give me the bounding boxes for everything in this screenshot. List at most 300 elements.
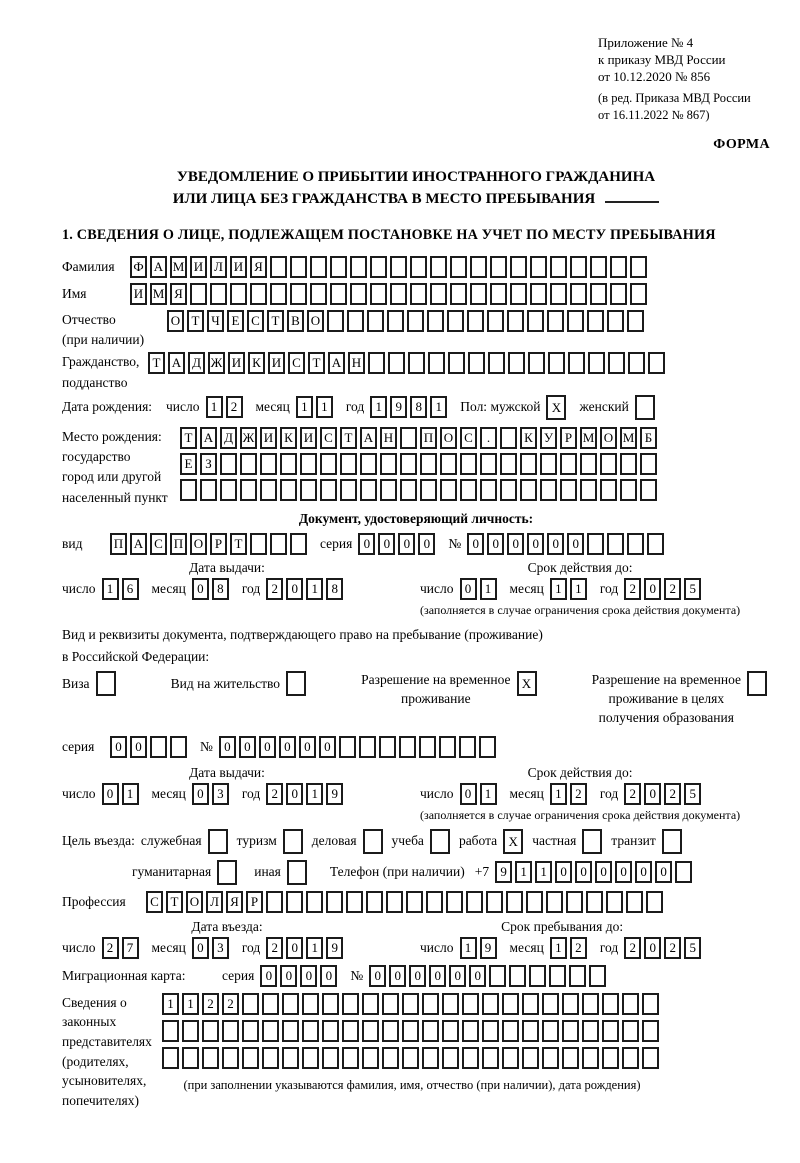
char-box [390, 256, 407, 278]
sex-label-text: Пол: [460, 399, 488, 415]
char-box: А [130, 533, 147, 555]
char-box [450, 283, 467, 305]
char-box [642, 993, 659, 1015]
char-box [482, 1047, 499, 1069]
temp-residence-education-label [592, 671, 741, 728]
char-box: 0 [319, 736, 336, 758]
entry-date-group [62, 937, 392, 959]
char-box: 0 [286, 578, 303, 600]
purpose-tourism-option [237, 829, 306, 854]
char-box: О [167, 310, 184, 332]
profession-row [62, 891, 770, 913]
char-box [527, 310, 544, 332]
char-box [446, 891, 463, 913]
char-box [170, 736, 187, 758]
char-box [220, 479, 237, 501]
char-box [466, 891, 483, 913]
residence-permit-label: Вид на жительство [170, 675, 280, 691]
char-box [280, 453, 297, 475]
doc-issue-month-boxes [192, 578, 232, 600]
char-box: . [480, 427, 497, 449]
char-box [302, 1047, 319, 1069]
purpose-private-label: частная [532, 833, 577, 849]
char-box [502, 993, 519, 1015]
char-box [542, 1047, 559, 1069]
char-box [422, 1047, 439, 1069]
char-box [520, 479, 537, 501]
char-box: Н [348, 352, 365, 374]
char-box [230, 283, 247, 305]
char-box [290, 256, 307, 278]
char-box: 0 [286, 937, 303, 959]
char-box [467, 310, 484, 332]
char-box: 0 [369, 965, 386, 987]
char-box [675, 861, 692, 883]
char-box [426, 891, 443, 913]
annotation-line-3: от 10.12.2020 № 856 [598, 69, 711, 85]
doc-issue-date-heading: Дата выдачи: [189, 559, 265, 575]
char-box: 2 [222, 993, 239, 1015]
char-box [470, 256, 487, 278]
char-box [460, 453, 477, 475]
entry-year-boxes [266, 937, 346, 959]
char-box: 0 [460, 578, 477, 600]
permit-valid-until-heading: Срок действия до: [527, 764, 633, 780]
char-box: Я [226, 891, 243, 913]
sex-female-label: женский [579, 399, 629, 415]
char-box [220, 453, 237, 475]
char-box [310, 283, 327, 305]
purpose-other-checkbox [287, 860, 310, 885]
char-box: 5 [684, 937, 701, 959]
char-box: О [600, 427, 617, 449]
char-box: С [247, 310, 264, 332]
char-box: 8 [410, 396, 427, 418]
char-box [459, 736, 476, 758]
birthplace-block [62, 427, 770, 508]
char-box [422, 993, 439, 1015]
char-box [569, 965, 586, 987]
char-box [342, 1047, 359, 1069]
representatives-label-line3: представителях [62, 1033, 152, 1049]
temp-residence-education-line2: проживание в целях [608, 691, 725, 707]
char-box [280, 479, 297, 501]
purpose-other-option [254, 860, 310, 885]
char-box: О [190, 533, 207, 555]
doc-issue-year-boxes [266, 578, 346, 600]
temp-residence-checkbox [517, 671, 540, 696]
char-box: 1 [306, 937, 323, 959]
purpose-work-option [459, 829, 526, 854]
temp-residence-education-line3: получения образования [598, 709, 734, 725]
char-box [500, 453, 517, 475]
char-box [262, 1047, 279, 1069]
char-box: 1 [316, 396, 333, 418]
char-box [548, 352, 565, 374]
citizenship-label-line1: Гражданство, [62, 354, 140, 370]
char-box [362, 1020, 379, 1042]
citizenship-label-line2: подданство [62, 374, 128, 390]
form-title-line-2-text: ИЛИ ЛИЦА БЕЗ ГРАЖДАНСТВА В МЕСТО ПРЕБЫВАНИЯ [172, 191, 596, 208]
char-box [662, 829, 682, 854]
char-box: 0 [239, 736, 256, 758]
char-box: 0 [429, 965, 446, 987]
char-box [646, 891, 663, 913]
char-box: 0 [219, 736, 236, 758]
char-box [363, 829, 383, 854]
char-box: 9 [390, 396, 407, 418]
purpose-private-checkbox [582, 829, 605, 854]
char-box: С [146, 891, 163, 913]
char-box: С [150, 533, 167, 555]
patronymic-row [62, 310, 770, 351]
char-box: 2 [624, 937, 641, 959]
char-box: И [190, 256, 207, 278]
char-box [350, 256, 367, 278]
char-box [487, 310, 504, 332]
char-box [330, 256, 347, 278]
char-box [507, 310, 524, 332]
char-box [270, 283, 287, 305]
char-box [509, 965, 526, 987]
char-box [607, 533, 624, 555]
doc-issue-date-group [62, 578, 392, 600]
doc-valid-until-col [420, 560, 740, 618]
char-box [388, 352, 405, 374]
migration-series-label: серия [222, 967, 255, 983]
purpose-humanitarian-option [132, 860, 240, 885]
char-box [510, 256, 527, 278]
char-box [430, 829, 450, 854]
char-box [747, 671, 767, 696]
char-box: 0 [555, 861, 572, 883]
char-box: 1 [306, 578, 323, 600]
char-box [180, 479, 197, 501]
year-label: год [241, 785, 261, 801]
char-box [486, 891, 503, 913]
char-box: И [300, 427, 317, 449]
purpose-study-option [392, 829, 453, 854]
representatives-label-line5: усыновителях, [62, 1073, 147, 1089]
year-label: год [345, 399, 365, 415]
char-box [506, 891, 523, 913]
char-box [300, 479, 317, 501]
char-box [448, 352, 465, 374]
permit-valid-note: (заполняется в случае ограничения срока действия документа) [420, 807, 741, 822]
char-box [530, 256, 547, 278]
char-box [470, 283, 487, 305]
migration-number-boxes [369, 965, 609, 987]
char-box [547, 310, 564, 332]
char-box: И [130, 283, 147, 305]
char-box: М [620, 427, 637, 449]
char-box [320, 479, 337, 501]
char-box [287, 860, 307, 885]
char-box: А [360, 427, 377, 449]
doc-issue-date-col [62, 560, 392, 600]
purpose-transit-checkbox [662, 829, 685, 854]
char-box: X [503, 829, 523, 854]
char-box: П [420, 427, 437, 449]
char-box: Ж [208, 352, 225, 374]
purpose-transit-label: транзит [611, 833, 656, 849]
char-box: 1 [122, 783, 139, 805]
char-box [408, 352, 425, 374]
char-box [260, 453, 277, 475]
char-box: 7 [122, 937, 139, 959]
char-box: 0 [507, 533, 524, 555]
temp-residence-label [361, 671, 510, 709]
char-box: 0 [320, 965, 337, 987]
char-box: 0 [635, 861, 652, 883]
month-label: месяц [509, 939, 544, 955]
identity-doc-heading: Документ, удостоверяющий личность: [298, 510, 534, 526]
migration-card-label: Миграционная карта: [62, 967, 186, 983]
char-box [482, 1020, 499, 1042]
char-box: 0 [644, 578, 661, 600]
char-box [522, 993, 539, 1015]
entry-purpose-row2 [132, 860, 770, 885]
char-box: Д [220, 427, 237, 449]
char-box [508, 352, 525, 374]
residence-permit-option [171, 671, 309, 696]
birth-day-boxes [206, 396, 246, 418]
visa-checkbox [96, 671, 119, 696]
char-box [622, 1047, 639, 1069]
purpose-humanitarian-label: гуманитарная [132, 864, 212, 880]
day-label: число [420, 939, 454, 955]
permit-series-label: серия [62, 738, 95, 754]
char-box [570, 283, 587, 305]
char-box: А [150, 256, 167, 278]
char-box: 1 [570, 578, 587, 600]
birthplace-row1-boxes [180, 427, 660, 449]
char-box [342, 993, 359, 1015]
char-box [366, 891, 383, 913]
char-box [428, 352, 445, 374]
char-box [330, 283, 347, 305]
doc-valid-until-group [420, 578, 740, 600]
char-box [162, 1020, 179, 1042]
entry-purpose-label: Цель въезда: [62, 833, 135, 849]
char-box: Я [170, 283, 187, 305]
char-box: 1 [535, 861, 552, 883]
char-box: Н [380, 427, 397, 449]
char-box [442, 993, 459, 1015]
char-box: Е [227, 310, 244, 332]
residence-doc-text [62, 624, 770, 667]
char-box: 9 [326, 783, 343, 805]
char-box: 0 [378, 533, 395, 555]
char-box [362, 993, 379, 1015]
profession-boxes [146, 891, 666, 913]
char-box [162, 1047, 179, 1069]
permit-issue-date-col [62, 765, 392, 805]
annotation-revision-note [598, 90, 770, 123]
char-box: 0 [460, 783, 477, 805]
char-box: О [186, 891, 203, 913]
doc-valid-month-boxes [550, 578, 590, 600]
doc-number-boxes [467, 533, 667, 555]
char-box: 0 [260, 965, 277, 987]
char-box [540, 479, 557, 501]
doc-series-label: серия [320, 535, 353, 551]
char-box [346, 891, 363, 913]
month-label: месяц [151, 580, 186, 596]
permit-series-number-row [62, 736, 770, 758]
representatives-note: (при заполнении указываются фамилия, имя, отчество (при наличии), дата рождения) [183, 1077, 641, 1092]
purpose-business-option [312, 829, 386, 854]
char-box: 0 [418, 533, 435, 555]
char-box [262, 993, 279, 1015]
char-box: 0 [575, 861, 592, 883]
char-box [500, 479, 517, 501]
char-box: X [546, 395, 566, 420]
char-box [628, 352, 645, 374]
char-box [580, 453, 597, 475]
char-box [359, 736, 376, 758]
citizenship-label [62, 352, 148, 393]
char-box [620, 453, 637, 475]
char-box: 1 [550, 578, 567, 600]
char-box: 0 [467, 533, 484, 555]
char-box: 1 [306, 783, 323, 805]
firstname-row [62, 283, 770, 305]
char-box [640, 453, 657, 475]
char-box [490, 256, 507, 278]
phone-prefix: +7 [474, 864, 490, 880]
representatives-label-line2: законных [62, 1014, 117, 1030]
purpose-official-checkbox [208, 829, 231, 854]
char-box [620, 479, 637, 501]
char-box: М [150, 283, 167, 305]
char-box [420, 479, 437, 501]
char-box [360, 479, 377, 501]
char-box [406, 891, 423, 913]
char-box: Т [340, 427, 357, 449]
char-box: 9 [495, 861, 512, 883]
char-box [322, 1047, 339, 1069]
char-box [347, 310, 364, 332]
doc-series-boxes [358, 533, 438, 555]
char-box [480, 479, 497, 501]
char-box: 0 [644, 937, 661, 959]
birthplace-label-line2: государство [62, 449, 131, 465]
day-label: число [62, 939, 96, 955]
char-box [540, 453, 557, 475]
char-box: 2 [664, 578, 681, 600]
char-box: Р [210, 533, 227, 555]
char-box [270, 533, 287, 555]
section1-heading: 1. СВЕДЕНИЯ О ЛИЦЕ, ПОДЛЕЖАЩЕМ ПОСТАНОВКЕ НА УЧЕТ ПО МЕСТУ ПРЕБЫВАНИЯ [62, 226, 716, 243]
annotation-note-line-2: от 16.11.2022 № 867) [598, 107, 710, 122]
char-box [339, 736, 356, 758]
char-box [400, 427, 417, 449]
temp-residence-label-line1: Разрешение на временное [361, 672, 511, 688]
char-box: 0 [389, 965, 406, 987]
temp-residence-education-checkbox [747, 671, 770, 696]
birth-month-boxes [296, 396, 336, 418]
representatives-row1-boxes [162, 993, 662, 1015]
migration-number-sign: № [350, 967, 364, 983]
char-box: 2 [664, 937, 681, 959]
char-box [502, 1047, 519, 1069]
char-box [567, 310, 584, 332]
char-box [480, 453, 497, 475]
char-box [482, 993, 499, 1015]
char-box [500, 427, 517, 449]
purpose-official-option [141, 829, 231, 854]
char-box: 0 [615, 861, 632, 883]
birthplace-label [62, 427, 180, 508]
char-box [340, 453, 357, 475]
char-box [283, 829, 303, 854]
char-box: 0 [299, 736, 316, 758]
char-box: Р [560, 427, 577, 449]
char-box: 0 [192, 578, 209, 600]
char-box [182, 1020, 199, 1042]
phone-boxes [495, 861, 695, 883]
char-box [362, 1047, 379, 1069]
doc-kind-label: вид [62, 535, 83, 551]
char-box [442, 1020, 459, 1042]
citizenship-boxes [148, 352, 668, 374]
day-label: число [420, 580, 454, 596]
temp-residence-option [361, 671, 539, 709]
char-box: 0 [300, 965, 317, 987]
residence-doc-options-row [62, 671, 770, 728]
char-box: 1 [460, 937, 477, 959]
char-box [600, 453, 617, 475]
char-box [202, 1020, 219, 1042]
representatives-label [62, 993, 162, 1110]
char-box [626, 891, 643, 913]
char-box: 2 [226, 396, 243, 418]
year-label: год [599, 580, 619, 596]
char-box [242, 1047, 259, 1069]
char-box [582, 829, 602, 854]
char-box [550, 283, 567, 305]
char-box [390, 283, 407, 305]
char-box [96, 671, 116, 696]
char-box: 1 [370, 396, 387, 418]
char-box: 9 [480, 937, 497, 959]
purpose-humanitarian-checkbox [217, 860, 240, 885]
char-box: 3 [212, 937, 229, 959]
char-box [430, 256, 447, 278]
stay-until-col [420, 919, 704, 959]
char-box: 5 [684, 783, 701, 805]
char-box [526, 891, 543, 913]
char-box: Л [210, 256, 227, 278]
purpose-tourism-checkbox [283, 829, 306, 854]
sex-label [460, 399, 540, 415]
char-box [570, 256, 587, 278]
char-box [382, 993, 399, 1015]
char-box: Ж [240, 427, 257, 449]
char-box [382, 1020, 399, 1042]
char-box [422, 1020, 439, 1042]
birthdate-sex-row [62, 395, 770, 420]
char-box: 1 [430, 396, 447, 418]
char-box [530, 283, 547, 305]
char-box: 1 [480, 578, 497, 600]
char-box: 1 [162, 993, 179, 1015]
char-box [360, 453, 377, 475]
char-box [240, 453, 257, 475]
annotation-line-2: к приказу МВД России [598, 52, 726, 68]
char-box [529, 965, 546, 987]
